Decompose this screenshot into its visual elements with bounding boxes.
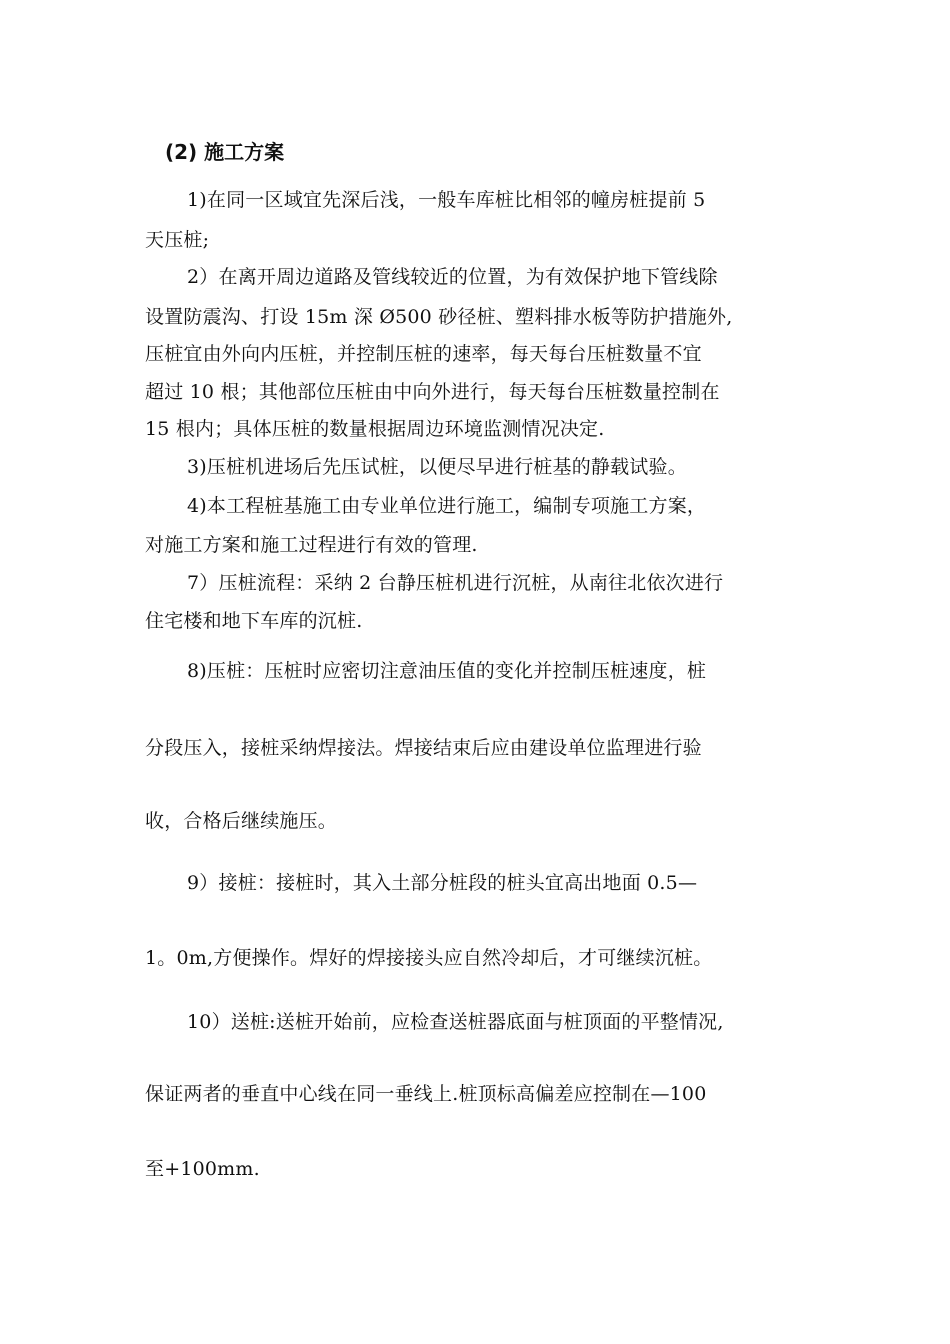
paragraph-2-line-1: 2）在离开周边道路及管线较近的位置，为有效保护地下管线除 <box>187 266 718 288</box>
paragraph-5-line-1: 7）压桩流程：采纳 2 台静压桩机进行沉桩，从南往北依次进行 <box>187 572 724 594</box>
paragraph-2-line-3: 压桩宜由外向内压桩，并控制压桩的速率，每天每台压桩数量不宜 <box>145 343 702 365</box>
paragraph-3-line-1: 3)压桩机进场后先压试桩，以便尽早进行桩基的静载试验。 <box>187 456 687 478</box>
paragraph-8-line-3: 至+100mm. <box>145 1158 260 1180</box>
paragraph-6-line-3: 收，合格后继续施压。 <box>145 810 338 832</box>
paragraph-7-line-1: 9）接桩：接桩时，其入土部分桩段的桩头宜高出地面 0.5— <box>187 872 698 894</box>
paragraph-2-line-4: 超过 10 根；其他部位压桩由中向外进行，每天每台压桩数量控制在 <box>145 381 720 403</box>
paragraph-6-line-1: 8)压桩：压桩时应密切注意油压值的变化并控制压桩速度，桩 <box>187 660 707 682</box>
paragraph-4-line-1: 4)本工程桩基施工由专业单位进行施工，编制专项施工方案， <box>187 495 707 517</box>
paragraph-4-line-2: 对施工方案和施工过程进行有效的管理. <box>145 534 478 556</box>
paragraph-2-line-5: 15 根内；具体压桩的数量根据周边环境监测情况决定. <box>145 418 605 440</box>
paragraph-6-line-2: 分段压入，接桩采纳焊接法。焊接结束后应由建设单位监理进行验 <box>145 737 702 759</box>
paragraph-5-line-2: 住宅楼和地下车库的沉桩. <box>145 610 363 632</box>
paragraph-1-line-2: 天压桩; <box>145 229 210 251</box>
paragraph-8-line-2: 保证两者的垂直中心线在同一垂线上.桩顶标高偏差应控制在—100 <box>145 1083 707 1105</box>
section-heading: (2) 施工方案 <box>165 140 285 164</box>
paragraph-1-line-1: 1)在同一区域宜先深后浅，一般车库桩比相邻的幢房桩提前 5 <box>187 189 706 211</box>
paragraph-2-line-2: 设置防震沟、打设 15m 深 Ø500 砂径桩、塑料排水板等防护措施外, <box>145 306 733 328</box>
paragraph-8-line-1: 10）送桩:送桩开始前，应检查送桩器底面与桩顶面的平整情况, <box>187 1011 724 1033</box>
paragraph-7-line-2: 1。0m,方便操作。焊好的焊接接头应自然冷却后，才可继续沉桩。 <box>145 947 713 969</box>
